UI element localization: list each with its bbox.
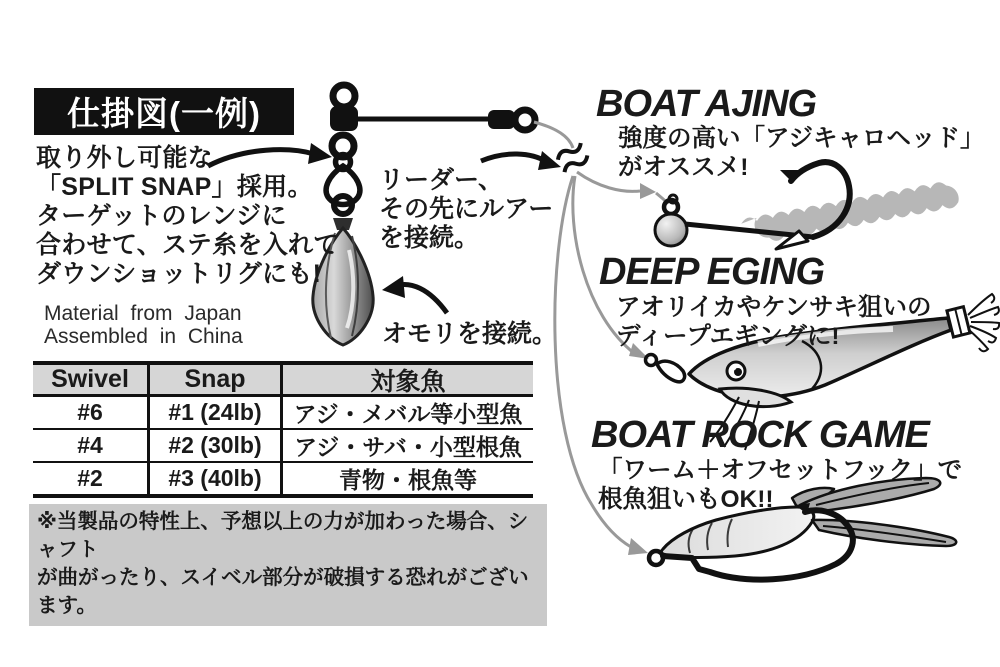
table-row	[33, 463, 533, 494]
table-cell: アジ・サバ・小型根魚	[280, 430, 533, 461]
desc-line: 根魚狙いもOK!!	[598, 486, 774, 513]
caution-line: が曲がったり、スイベル部分が破損する恐れがございます。	[37, 566, 529, 617]
section-heading-boat-rock-game: BOAT ROCK GAME	[591, 414, 929, 456]
desc-line: がオススメ!	[618, 154, 749, 181]
table-header-row	[33, 365, 533, 397]
table-cell: #4	[77, 432, 103, 458]
desc-line: アオリイカやケンサキ狙いの	[616, 294, 932, 321]
table-cell: #1 (24lb)	[147, 397, 280, 428]
desc-line: 強度の高い「アジキャロヘッド」	[618, 125, 985, 152]
table-row	[33, 430, 533, 463]
table-header-cell: 対象魚	[280, 365, 533, 394]
table-row	[33, 397, 533, 430]
table-cell: 青物・根魚等	[280, 463, 533, 494]
caution-line: ※当製品の特性上、予想以上の力が加わった場合、シャフト	[37, 510, 529, 561]
table-header-cell: Snap	[147, 365, 280, 394]
section-desc-boat-rock-game	[598, 456, 962, 514]
squid-jig-hooks-icon	[968, 294, 999, 351]
intro-line: ダウンショットリグにも!	[36, 260, 322, 288]
arrow-to-sinker-icon	[382, 276, 447, 313]
weight-connection-note: オモリを接続。	[382, 320, 558, 348]
swivel-icon	[330, 85, 535, 157]
caution-note	[29, 504, 547, 626]
origin-line: Assembled in China	[44, 325, 243, 348]
leader-note-line: を接続。	[379, 224, 480, 252]
leader-connection-note	[379, 166, 559, 253]
section-desc-deep-eging	[616, 293, 932, 351]
table-cell: アジ・メバル等小型魚	[280, 397, 533, 428]
table-cell: #3 (40lb)	[147, 463, 280, 494]
intro-line: ターゲットのレンジに	[36, 202, 287, 230]
leader-arrowhead-ajing	[640, 183, 656, 199]
table-cell: #6	[77, 399, 103, 425]
intro-paragraph	[36, 144, 346, 289]
desc-line: ディープエギングに!	[616, 323, 840, 350]
section-heading-deep-eging: DEEP EGING	[599, 251, 825, 293]
page-title: 仕掛図(一例)	[34, 88, 294, 135]
desc-line: 「ワーム＋オフセットフック」で	[598, 457, 963, 484]
leader-note-line: その先にルアー	[379, 195, 554, 223]
intro-line: 「SPLIT SNAP」採用。	[36, 173, 313, 201]
origin-statement	[44, 302, 243, 348]
table-cell: #2 (30lb)	[147, 430, 280, 461]
spec-table	[33, 361, 533, 498]
origin-line: Material from Japan	[44, 302, 242, 325]
section-desc-boat-ajing	[618, 124, 985, 182]
intro-line: 合わせて、ステ糸を入れて	[36, 231, 339, 259]
section-heading-boat-ajing: BOAT AJING	[596, 83, 817, 125]
table-header-cell: Swivel	[51, 365, 129, 393]
table-cell: #2	[77, 465, 103, 491]
leader-arrowhead-rock	[628, 538, 648, 555]
intro-line: 取り外し可能な	[36, 144, 214, 172]
leader-note-line: リーダー、	[379, 166, 504, 194]
